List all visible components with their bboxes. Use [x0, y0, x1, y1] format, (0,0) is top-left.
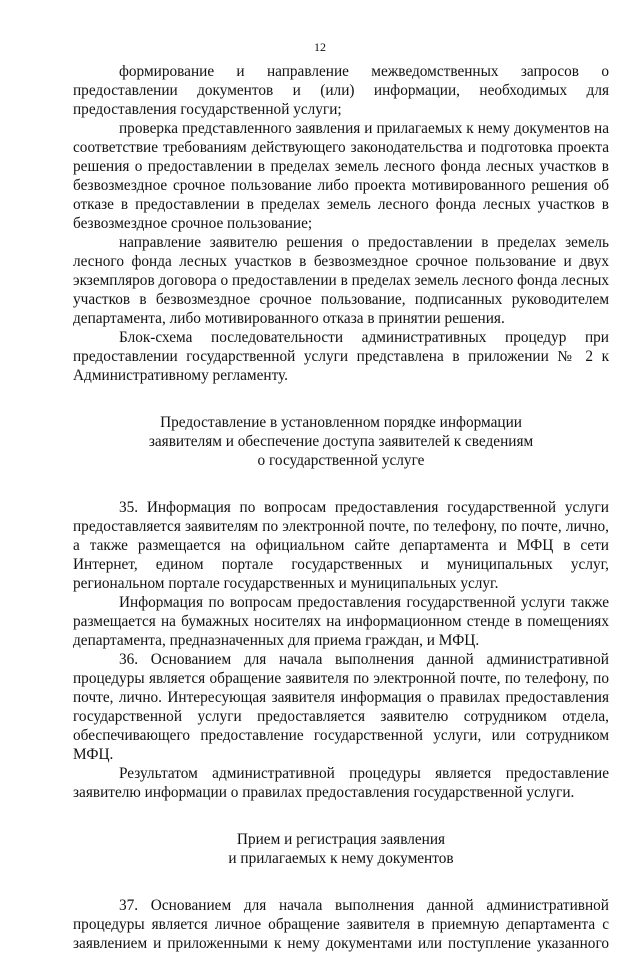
paragraph-35: 35. Информация по вопросам предоставления государственной услуги предоставляется заявителям по электронной почте, по телефону, по почте, лично, а также размещается на официальном сайте департамента и МФЦ в сети Интернет, едином портале государственных и муниципальных услуг, региональном портале государственных и муниципальных услуг. — [73, 499, 609, 592]
section-heading-line: Предоставление в установленном порядке информации — [160, 414, 522, 431]
paragraph-intro-3: направление заявителю решения о предоставлении в пределах земель лесного фонда лесных участков в безвозмездное срочное пользование и двух экземпляров договора о предоставлении в пределах земель лесного фонда лесных участков в безвозмездное срочное пользование, подписанных руководителем департамента, либо мотивированного отказа в принятии решения. — [73, 234, 609, 327]
section-heading-line: заявителям и обеспечение доступа заявителей к сведениям — [148, 433, 534, 450]
paragraph-36-result: Результатом административной процедуры является предоставление заявителю информации о правилах предоставления государственной услуги. — [73, 765, 609, 801]
section-heading-reception — [73, 830, 609, 868]
section-heading-line: о государственной услуге — [257, 452, 425, 469]
paragraph-37: 37. Основанием для начала выполнения данной административной процедуры является личное обращение заявителя в приемную департамента с заявлением и приложенными к нему документами или поступление указанного — [73, 897, 609, 952]
paragraph-intro-1: формирование и направление межведомственных запросов о предоставлении документов и (или) информации, необходимых для предоставления государственной услуги; — [73, 63, 609, 118]
section-heading-info — [73, 413, 609, 470]
paragraph-intro-2: проверка представленного заявления и прилагаемых к нему документов на соответствие требованиям действующего законодательства и подготовка проекта решения о предоставлении в пределах земель лесного фонда лесных участков в безвозмездное срочное пользование либо проекта мотивированного решения об отказе в предоставлении в пределах земель лесного фонда лесных участков в безвозмездное срочное пользование; — [73, 120, 609, 232]
page-number: 12 — [314, 40, 326, 54]
paragraph-36: 36. Основанием для начала выполнения данной административной процедуры является обращение заявителя по электронной почте, по телефону, по почте, лично. Интересующая заявителя информация о правилах предоставления государственной услуги предоставляется заявителю сотрудником отдела, обеспечивающего предоставление государственной услуги, или сотрудником МФЦ. — [73, 651, 609, 763]
document-body — [73, 62, 609, 953]
section-heading-line: Прием и регистрация заявления — [236, 831, 446, 848]
paragraph-intro-4: Блок-схема последовательности административных процедур при предоставлении государственной услуги представлена в приложении № 2 к Административному регламенту. — [73, 329, 609, 384]
paragraph-35-cont: Информация по вопросам предоставления государственной услуги также размещается на бумажных носителях на информационном стенде в помещениях департамента, предназначенных для приема граждан, и МФЦ. — [73, 594, 609, 649]
section-heading-line: и прилагаемых к нему документов — [228, 850, 454, 867]
